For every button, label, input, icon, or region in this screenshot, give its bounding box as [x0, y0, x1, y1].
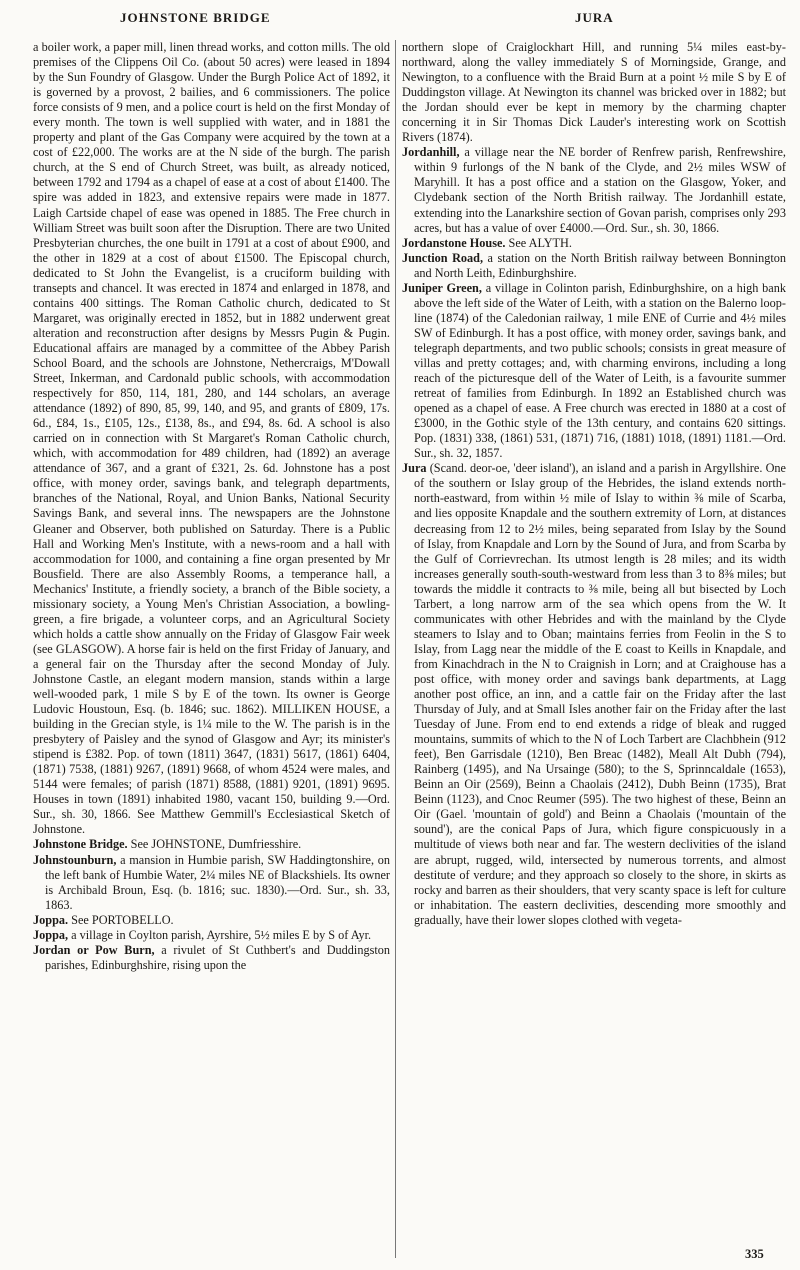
dictionary-entry	[402, 461, 786, 927]
entry-text: a rivulet of St Cuthbert's and Duddingston parishes, Edinburghshire, rising upon the	[45, 942, 390, 972]
dictionary-entry	[33, 853, 390, 913]
dictionary-entry	[402, 251, 786, 281]
dictionary-entry	[33, 928, 390, 943]
dictionary-entry	[33, 943, 390, 973]
page-number: 335	[745, 1247, 764, 1261]
running-header	[0, 10, 800, 30]
entry-headword: Juniper Green,	[402, 280, 482, 295]
entry-text: a village in Coylton parish, Ayrshire, 5½ miles E by S of Ayr.	[68, 927, 372, 942]
entry-headword: Johnstone Bridge.	[33, 837, 128, 852]
entry-headword: Jordan or Pow Burn,	[33, 942, 155, 957]
running-head-left: JOHNSTONE BRIDGE	[120, 10, 271, 25]
entry-text: a village in Colinton parish, Edinburghshire, on a high bank above the left side of the Water of Leith, with a station on the Balerno loop-line (1874) of the Caledonian railway, 1 mile ENE of Currie and 4½ miles SW of Edinburgh. It has a post office, with money order, savings bank, and telegraph departments, and two public schools; consists in great measure of villas and pretty cottages; and, with charming environs, including a long reach of the picturesque dell of the Water of Leith, is a favourite summer retreat of families from Edinburgh. In 1892 an Established church was opened as a chapel of ease. A Free church was erected in 1880 at a cost of £3000, in the Gothic style of the 13th century, and contains 620 sittings. Pop. (1831) 338, (1861) 531, (1871) 716, (1881) 1018, (1891) 1181.—Ord. Sur., sh. 32, 1857.	[414, 280, 786, 461]
dictionary-entry	[402, 281, 786, 462]
entry-headword: Jordanhill,	[402, 145, 460, 160]
entry-continuation	[402, 40, 786, 145]
running-head-right: JURA	[575, 10, 614, 25]
entry-headword: Joppa.	[33, 912, 69, 927]
entry-text: See ALYTH.	[505, 235, 572, 250]
entry-text: a mansion in Humbie parish, SW Haddingtonshire, on the left bank of Humbie Water, 2¼ miles NE of Blackshiels. Its owner is Archibald Broun, Esq. (b. 1816; suc. 1830).—Ord. Sur., sh. 33, 1863.	[45, 852, 390, 912]
entry-text: a station on the North British railway between Bonnington and North Leith, Edinburghshire.	[414, 250, 786, 280]
entry-headword: Johnstounburn,	[33, 852, 117, 867]
entry-text: northern slope of Craiglockhart Hill, and running 5¼ miles east-by-northward, along the valley immediately S of Morningside, Grange, and Newington, to a confluence with the Braid Burn at a point ½ mile S by E of Duddingston village. At Newington its channel was bricked over in 1882; but the Jordan should ever be kept in memory by the charming chapter concerning it in Sir Thomas Dick Lauder's interesting work on Scottish Rivers (1874).	[402, 40, 786, 145]
dictionary-entry	[402, 145, 786, 235]
entry-text: See JOHNSTONE, Dumfriesshire.	[127, 837, 302, 852]
left-column	[33, 40, 390, 1255]
entry-headword: Jordanstone House.	[402, 235, 506, 250]
entry-continuation	[33, 40, 390, 837]
entry-headword: Jura	[402, 461, 427, 476]
dictionary-entry	[402, 236, 786, 251]
entry-text: a boiler work, a paper mill, linen thread works, and cotton mills. The old premises of the Clippens Oil Co. (about 50 acres) were leased in 1894 by the Sun Foundry of Glasgow. Under the Burgh Police Act of 1892, it is governed by a provost, 2 bailies, and 6 commissioners. The police force consists of 9 men, and a police court is held on the first Monday of every month. The town is well supplied with water, and in 1881 the property and plant of the Gas Company were acquired by the town at a cost of £22,000. The works are at the N side of the burgh. The parish church, at the S end of Church Street, was built, as already noticed, between 1792 and 1794 as a chapel of ease at a cost of about £1400. The spire was added in 1823, and extensive repairs were made in 1877. Laigh Cartside chapel of ease was opened in 1885. The Free church in William Street was built soon after the Disruption. There are two United Presbyterian churches, the one built in 1791 at a cost of about £900, and the other in 1829 at a cost of about £1500. The Episcopal church, dedicated to St John the Evangelist, is a cruciform building with transepts and chancel. It was erected in 1874 and enlarged in 1878, and contains 400 sittings. The Roman Catholic church, dedicated to St Margaret, was originally erected in 1852, but in 1882 underwent great alteration and reconstruction after designs by Messrs Pugin & Pugin. Educational affairs are managed by a committee of the Abbey Parish School Board, and the schools are Johnstone, Nethercraigs, M'Dowall Street, Inkerman, and Cardonald public schools, with accommodation respectively for 850, 114, 181, 280, and 144 scholars, an average attendance (1892) of 890, 85, 99, 140, and 95, and grants of £809, 17s. 6d., £84, 1s., £105, 12s., £138, 8s., and £94, 8s. 6d. A school is also carried on in connection with St Margaret's Roman Catholic church, which, with accommodation for 489 children, had (1892) an average attendance of 367, and a grant of £321, 2s. 6d. Johnstone has a post office, with money order, savings bank, and telegraph departments, branches of the National, Royal, and Union Banks, National Security Savings Bank, and several inns. The newspapers are the Johnstone Gleaner and Observer, both published on Saturday. There is a Public Hall and Working Men's Institute, with a news-room and a hall with accommodation for 1000, and containing a fine organ presented by Mr Bousfield. There are also Assembly Rooms, a temperance hall, a Mechanics' Institute, a friendly society, a branch of the Bible society, a missionary society, a Young Men's Christian Association, a bowling-green, a fire brigade, a volunteer corps, and an Agricultural Society which holds a cattle show annually on the Friday of Glasgow Fair week (see GLASGOW). A horse fair is held on the first Friday of January, and a general fair on the Thursday after the second Monday of July. Johnstone Castle, an elegant modern mansion, stands within a large well-wooded park, 1 mile S by E of the town. Its owner is George Ludovic Houstoun, Esq. (b. 1846; suc. 1862). MILLIKEN HOUSE, a building in the Grecian style, is 1¼ mile to the W. The parish is in the presbytery of Paisley and the synod of Glasgow and Ayr; its minister's stipend is £382. Pop. of town (1811) 3647, (1831) 5617, (1861) 6404, (1871) 7538, (1881) 9267, (1891) 9668, of whom 4524 were males, and 5144 were females; of parish (1871) 8588, (1881) 9201, (1891) 9695. Houses in town (1891) inhabited 1980, vacant 150, building 9.—Ord. Sur., sh. 30, 1866. See Matthew Gemmill's Ecclesiastical Sketch of Johnstone.	[33, 40, 390, 837]
entry-text: (Scand. deor-oe, 'deer island'), an island and a parish in Argyllshire. One of the southern or Islay group of the Hebrides, the island extends north-north-eastward, from within ½ mile of Islay to within ⅜ mile of Scarba, and lies opposite Knapdale and the southern extremity of Lorn, at distances decreasing from 12 to 2½ miles, being separated from Islay by the Sound of Islay, from Knapdale and Lorn by the Sound of Jura, and from Scarba by the Gulf of Corrievrechan. Its utmost length is 28 miles; and its width increases generally south-south-westward from less than 3 to 8⅜ miles; but towards the middle it contracts to ⅜ mile, being all but bisected by Loch Tarbert, a long narrow arm of the sea which opens from the W. It communicates with other Hebrides and with the mainland by the Clyde steamers to Islay and to Oban; maintains ferries from Feolin in the S to Islay, from Lagg near the middle of the E coast to Keills in Knapdale, and from Kinachdrach in the N to Craignish in Lorn; and at Craighouse has a post office, with money order and savings bank departments, at Lagg another post office, an inn, and a cattle fair on the Friday after the last Thursday of July, and at Small Isles another fair on the Friday after the last Tuesday of June. From end to end extends a ridge of bleak and rugged mountains, summits of which to the N of Loch Tarbert are Clachbhein (912 feet), Ben Garrisdale (1210), Ben Breac (1482), Meall Alt Dubh (794), Rainberg (1495), and Na Ursainge (580); to the S, Sprinncaldale (1653), Beinn an Oir (2569), Beinn a Chaolais (2412), Dubh Beinn (1735), Brat Beinn (1123), and Cnoc Reumer (595). The two highest of these, Beinn an Oir (Gael. 'mountain of gold') and Beinn a Chaolais ('mountain of the sound'), are the conical Paps of Jura, which figure conspicuously in a multitude of views both near and far. The western declivities of the island are abrupt, rugged, wild, intersected by numerous torrents, and almost destitute of verdure; and they approach so closely to the shore, in skirts as rocky and barren as their shoulders, that very scanty space is left for culture or inhabitation. The eastern declivities, descending more smoothly and gradually, have their lower slopes clothed with vegeta-	[414, 461, 786, 927]
entry-headword: Junction Road,	[402, 250, 484, 265]
entry-text: See PORTOBELLO.	[68, 912, 174, 927]
right-column	[402, 40, 786, 1255]
dictionary-entry	[33, 913, 390, 928]
entry-text: a village near the NE border of Renfrew parish, Renfrewshire, within 9 furlongs of the N bank of the Clyde, and 2½ miles WSW of Maryhill. It has a post office and a station on the Glasgow, Yoker, and Clydebank section of the North British railway. The Jordanhill estate, extending into the Lanarkshire section of Govan parish, comprises only 293 acres, but has a value of over £4000.—Ord. Sur., sh. 30, 1866.	[414, 145, 786, 235]
entry-headword: Joppa,	[33, 927, 69, 942]
dictionary-entry	[33, 837, 390, 852]
column-divider	[395, 40, 396, 1258]
